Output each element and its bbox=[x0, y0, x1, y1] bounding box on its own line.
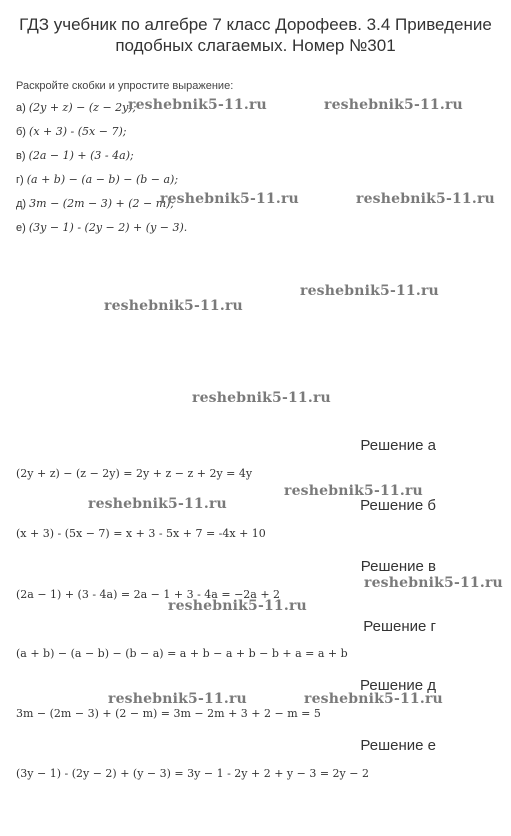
solution-text-d: 3m − (2m − 3) + (2 − m) = 3m − 2m + 3 + 2 − m = 5 bbox=[16, 707, 321, 720]
task-expression: (2a − 1) + (3 - 4a); bbox=[28, 149, 134, 162]
task-item-d bbox=[16, 197, 174, 210]
task-expression: (2y + z) − (z − 2y); bbox=[28, 101, 137, 114]
watermark: reshebnik5-11.ru bbox=[192, 390, 331, 406]
task-item-e bbox=[16, 221, 187, 234]
solution-heading-b: Решение б bbox=[360, 497, 436, 514]
task-item-b bbox=[16, 125, 126, 138]
page-title-line-2: подобных слагаемых. Номер №301 bbox=[115, 36, 396, 55]
solution-text-g: (a + b) − (a − b) − (b − a) = a + b − a + b − b + a = a + b bbox=[16, 647, 348, 660]
task-label: б) bbox=[16, 126, 26, 138]
task-expression: (3y − 1) - (2y − 2) + (y − 3). bbox=[28, 221, 188, 234]
task-expression: 3m − (2m − 3) + (2 − m); bbox=[29, 197, 175, 210]
watermark: reshebnik5-11.ru bbox=[160, 191, 299, 207]
task-item-g bbox=[16, 173, 178, 186]
solution-text-e: (3y − 1) - (2y − 2) + (y − 3) = 3y − 1 - 2y + 2 + y − 3 = 2y − 2 bbox=[16, 767, 369, 780]
watermark: reshebnik5-11.ru bbox=[284, 483, 423, 499]
watermark: reshebnik5-11.ru bbox=[108, 691, 247, 707]
task-label: е) bbox=[16, 222, 26, 234]
solution-heading-e: Решение е bbox=[360, 737, 436, 754]
watermark: reshebnik5-11.ru bbox=[104, 298, 243, 314]
solution-text-v: (2a − 1) + (3 - 4a) = 2a − 1 + 3 - 4a = −2a + 2 bbox=[16, 588, 281, 601]
watermark: reshebnik5-11.ru bbox=[356, 191, 495, 207]
task-item-v bbox=[16, 149, 134, 162]
page-title bbox=[0, 14, 511, 56]
watermark: reshebnik5-11.ru bbox=[364, 575, 503, 591]
watermark: reshebnik5-11.ru bbox=[304, 691, 443, 707]
page-title-line-1: ГДЗ учебник по алгебре 7 класс Дорофеев. 3.4 Приведение bbox=[19, 15, 492, 34]
solution-heading-g: Решение г bbox=[363, 618, 436, 635]
task-label: г) bbox=[16, 174, 24, 186]
task-label: в) bbox=[16, 150, 26, 162]
task-label: д) bbox=[16, 198, 27, 210]
watermark: reshebnik5-11.ru bbox=[128, 97, 267, 113]
watermark: reshebnik5-11.ru bbox=[168, 598, 307, 614]
solution-text-b: (x + 3) - (5x − 7) = x + 3 - 5x + 7 = -4x + 10 bbox=[16, 527, 266, 540]
solution-heading-d: Решение д bbox=[360, 677, 436, 694]
solution-text-a: (2y + z) − (z − 2y) = 2y + z − z + 2y = 4y bbox=[16, 467, 253, 480]
task-instruction: Раскройте скобки и упростите выражение: bbox=[16, 80, 234, 92]
task-expression: (a + b) − (a − b) − (b − a); bbox=[26, 173, 179, 186]
solution-heading-v: Решение в bbox=[360, 558, 436, 575]
task-item-a bbox=[16, 101, 136, 114]
watermark: reshebnik5-11.ru bbox=[300, 283, 439, 299]
solution-heading-a: Решение а bbox=[360, 437, 436, 454]
task-expression: (x + 3) - (5x − 7); bbox=[29, 125, 127, 138]
watermark: reshebnik5-11.ru bbox=[324, 97, 463, 113]
task-label: а) bbox=[16, 102, 26, 114]
watermark: reshebnik5-11.ru bbox=[88, 496, 227, 512]
